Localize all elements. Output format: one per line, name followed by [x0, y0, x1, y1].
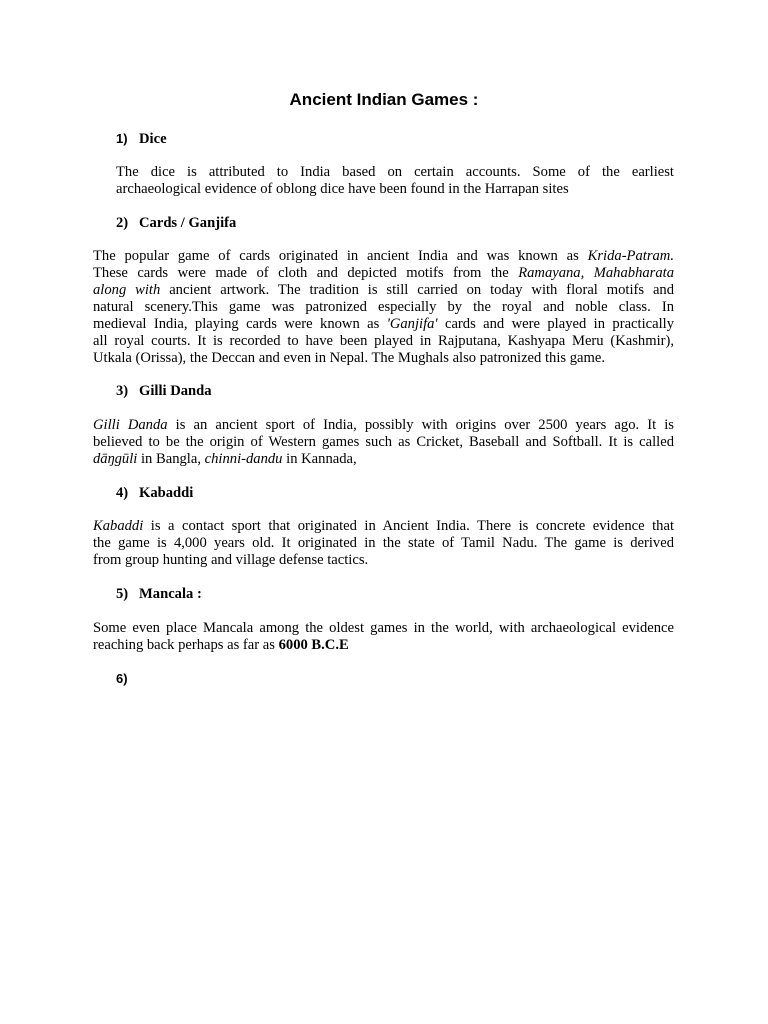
section-number: 6)	[116, 671, 128, 686]
cards-paragraph: The popular game of cards originated in ancient India and was known as Krida-Patram. These cards were made of cloth and depicted motifs from the Ramayana, Mahabharata along with ancient artwork. The tradition is still carried on today with floral motifs and natural scenery.This game was patronized especially by the royal and noble class. In medieval India, playing cards were known as 'Ganjifa' cards and were played in practically all royal courts. It is recorded to have been played in Rajputana, Kashyapa Meru (Kashmir), Utkala (Orissa), the Deccan and even in Nepal. The Mughals also patronized this game.	[93, 248, 675, 366]
italic-term: Kabaddi	[93, 518, 144, 534]
section-title: Kabaddi	[139, 485, 194, 501]
section-heading-dice	[116, 130, 167, 148]
section-number: 4)	[116, 485, 129, 501]
italic-term: along with	[93, 282, 161, 298]
gilli-danda-paragraph: Gilli Danda is an ancient sport of India, possibly with origins over 2500 years ago. It is believed to be the origin of Western games such as Cricket, Baseball and Softball. It is called dāŋgūli in Bangla, chinni-dandu in Kannada,	[93, 417, 674, 467]
section-heading-gilli-danda	[116, 383, 212, 400]
section-heading-cards	[116, 215, 236, 232]
paragraph-line: The dice is attributed to India based on certain accounts. Some of the earliest	[116, 164, 674, 180]
italic-term: Gilli Danda	[93, 417, 168, 433]
section-title: Gilli Danda	[139, 383, 212, 399]
kabaddi-paragraph: Kabaddi is a contact sport that originated in Ancient India. There is concrete evidence that the game is 4,000 years old. It originated in the state of Tamil Nadu. The game is derived from group hunting and village defense tactics.	[93, 518, 674, 568]
section-number: 2)	[116, 215, 129, 231]
section-title: Cards / Ganjifa	[139, 215, 237, 231]
italic-term: Ramayana, Mahabharata	[518, 265, 674, 281]
mancala-paragraph: Some even place Mancala among the oldest games in the world, with archaeological evidence reaching back perhaps as far as 6000 B.C.E	[93, 620, 674, 653]
section-heading-kabaddi	[116, 485, 193, 502]
section-number: 5)	[116, 586, 129, 602]
section-number: 3)	[116, 383, 129, 399]
bold-term: 6000 B.C.E	[278, 637, 349, 653]
section-heading-mancala	[116, 586, 202, 603]
section-number: 1)	[116, 131, 128, 146]
page-title: Ancient Indian Games :	[289, 90, 479, 109]
section-title: Mancala :	[139, 586, 202, 602]
italic-term: dāŋgūli	[93, 451, 138, 467]
dice-paragraph	[116, 164, 674, 198]
paragraph-line: archaeological evidence of oblong dice have been found in the Harrapan sites	[116, 181, 569, 197]
italic-term: 'Ganjifa'	[386, 316, 438, 332]
italic-term: Krida-Patram.	[587, 248, 674, 264]
section-title: Dice	[139, 131, 167, 147]
section-heading-6	[116, 670, 139, 688]
italic-term: chinni-dandu	[204, 451, 283, 467]
